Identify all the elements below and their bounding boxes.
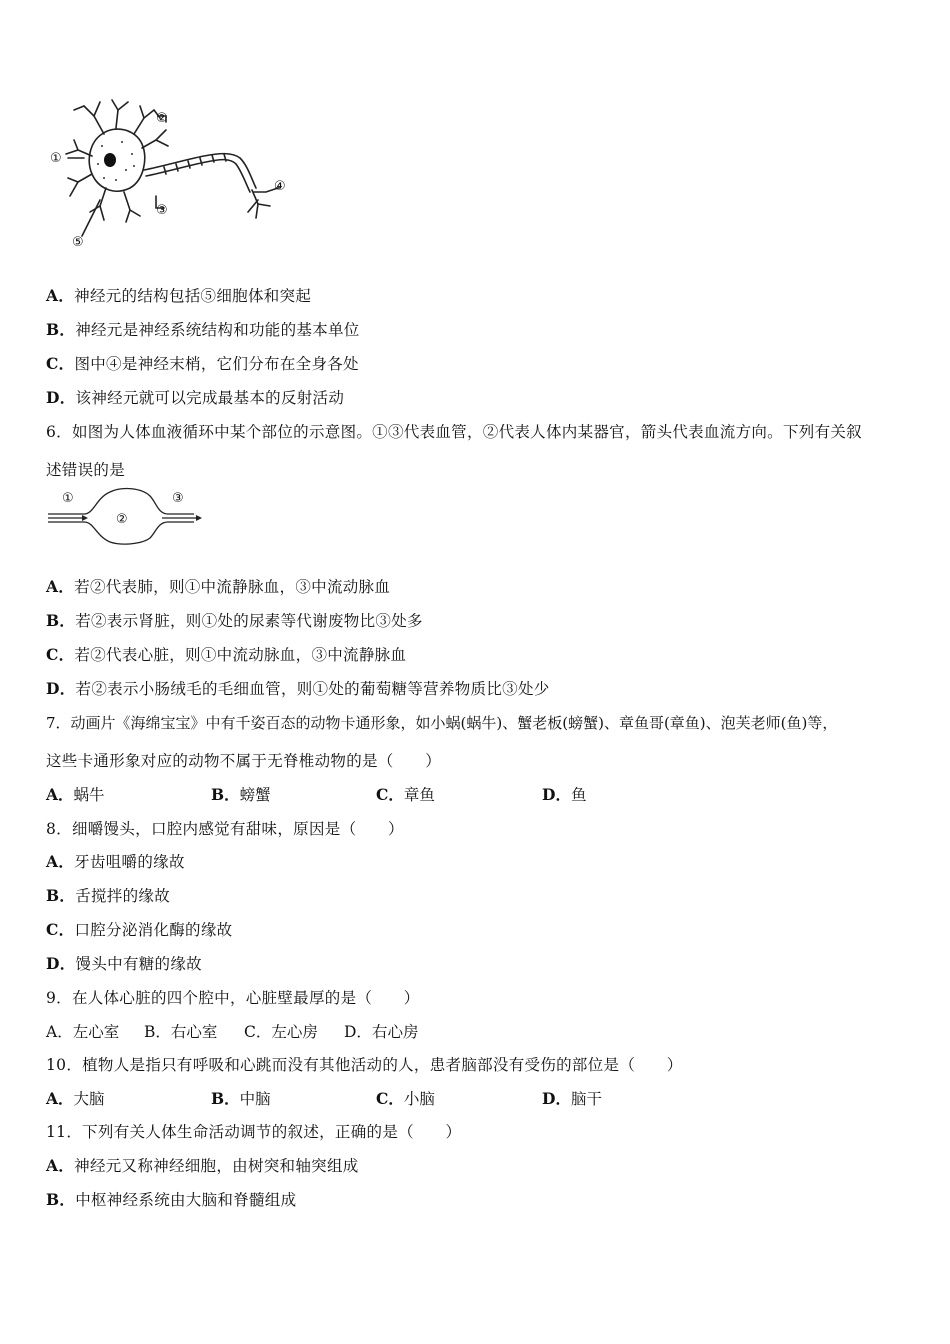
q8-stem: 8．细嚼馒头，口腔内感觉有甜味，原因是（ ） — [46, 820, 404, 838]
q8-option-a: A．牙齿咀嚼的缘故 — [46, 852, 185, 871]
q6-option-d: D．若②表示小肠绒毛的毛细血管，则①处的葡萄糖等营养物质比③处少 — [46, 679, 550, 698]
circulation-figure — [44, 484, 214, 548]
label-2: ② — [156, 111, 168, 126]
q7-stem-line2: 这些卡通形象对应的动物不属于无脊椎动物的是（ ） — [46, 752, 442, 770]
q7-option-c: C．章鱼 — [376, 785, 435, 804]
q5-option-b: B．神经元是神经系统结构和功能的基本单位 — [46, 320, 360, 339]
q9-option-b: B．右心室 — [144, 1023, 218, 1041]
q5-option-d: D．该神经元就可以完成最基本的反射活动 — [46, 388, 345, 407]
q11-option-a: A．神经元又称神经细胞，由树突和轴突组成 — [46, 1156, 359, 1175]
vessel-3-label: ③ — [172, 491, 184, 506]
organ-2-label: ② — [116, 512, 128, 527]
q10-option-b: B．中脑 — [211, 1089, 271, 1108]
q7-stem-line1: 7．动画片《海绵宝宝》中有千姿百态的动物卡通形象，如小蜗(蜗牛)、蟹老板(螃蟹)、章鱼哥(章鱼)、泡芙老师(鱼)等， — [46, 714, 838, 732]
label-4: ④ — [274, 179, 286, 194]
q9-option-d: D．右心房 — [344, 1023, 419, 1041]
q5-option-c: C．图中④是神经末梢，它们分布在全身各处 — [46, 354, 359, 373]
q6-stem-line1: 6．如图为人体血液循环中某个部位的示意图。①③代表血管，②代表人体内某器官，箭头代表血流方向。下列有关叙 — [46, 423, 862, 441]
q8-option-c: C．口腔分泌消化酶的缘故 — [46, 920, 233, 939]
q10-option-c: C．小脑 — [376, 1089, 435, 1108]
q10-option-d: D．脑干 — [542, 1089, 602, 1108]
q8-option-d: D．馒头中有糖的缘故 — [46, 954, 202, 973]
label-3: ③ — [156, 203, 168, 218]
vessel-1-label: ① — [62, 491, 74, 506]
q6-option-b: B．若②表示肾脏，则①处的尿素等代谢废物比③处多 — [46, 611, 423, 630]
q11-option-b: B．中枢神经系统由大脑和脊髓组成 — [46, 1190, 297, 1209]
q10-option-a: A．大脑 — [46, 1089, 105, 1108]
q6-stem-line2: 述错误的是 — [46, 461, 126, 479]
q7-option-d: D．鱼 — [542, 785, 587, 804]
label-5: ⑤ — [72, 235, 84, 250]
label-1: ① — [50, 151, 62, 166]
q9-option-c: C．左心房 — [244, 1023, 318, 1041]
q8-option-b: B．舌搅拌的缘故 — [46, 886, 171, 905]
q6-option-c: C．若②代表心脏，则①中流动脉血，③中流静脉血 — [46, 645, 407, 664]
q9-stem: 9．在人体心脏的四个腔中，心脏壁最厚的是（ ） — [46, 989, 420, 1007]
q11-stem: 11．下列有关人体生命活动调节的叙述，正确的是（ ） — [46, 1123, 462, 1141]
q9-option-a: A．左心室 — [46, 1023, 120, 1041]
q7-option-b: B．螃蟹 — [211, 785, 271, 804]
q6-option-a: A．若②代表肺，则①中流静脉血，③中流动脉血 — [46, 577, 391, 596]
q5-option-a: A．神经元的结构包括⑤细胞体和突起 — [46, 286, 312, 305]
q7-option-a: A．蜗牛 — [46, 785, 105, 804]
neuron-figure — [44, 96, 304, 256]
q10-stem: 10．植物人是指只有呼吸和心跳而没有其他活动的人，患者脑部没有受伤的部位是（ ） — [46, 1056, 683, 1074]
